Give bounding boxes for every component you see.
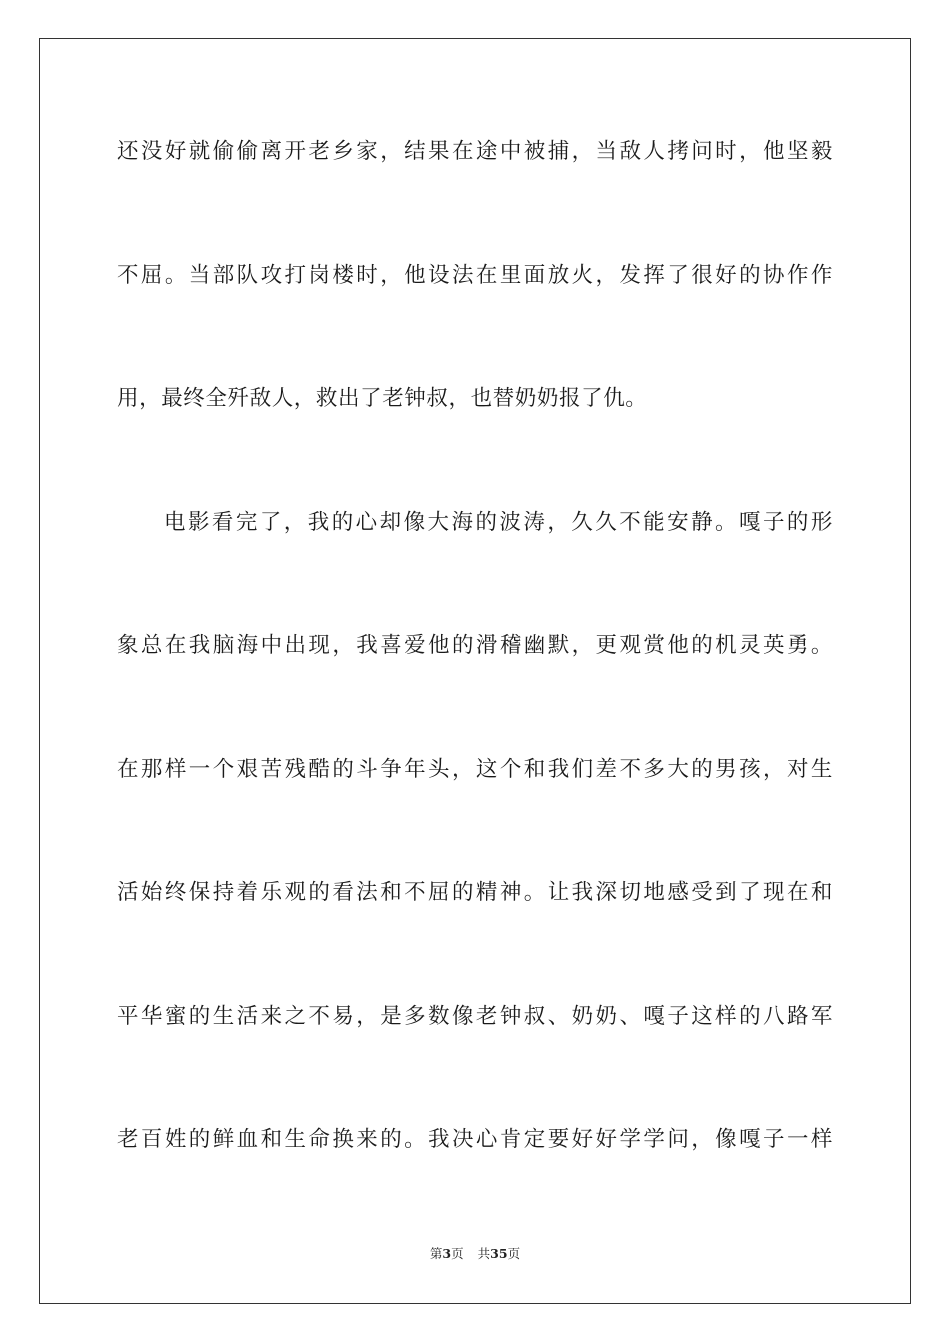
document-body — [117, 124, 833, 1236]
text-line: 活始终保持着乐观的看法和不屈的精神。让我深切地感受到了现在和 — [117, 880, 833, 905]
text-line: 不屈。当部队攻打岗楼时，他设法在里面放火，发挥了很好的协作作 — [117, 262, 833, 288]
text-line: 还没好就偷偷离开老乡家，结果在途中被捕，当敌人拷问时，他坚毅 — [117, 139, 833, 164]
page-prefix: 第 — [429, 1246, 443, 1261]
total-suffix: 页 — [507, 1246, 521, 1261]
current-page-number: 3 — [442, 1246, 452, 1261]
page-footer — [0, 1246, 950, 1262]
text-line: 老百姓的鲜血和生命换来的。我决心肯定要好好学学问，像嘎子一样 — [117, 1127, 833, 1152]
total-pages-number: 35 — [490, 1246, 508, 1261]
text-line: 用，最终全歼敌人，救出了老钟叔，也替奶奶报了仇。 — [117, 386, 648, 411]
text-line: 平华蜜的生活来之不易，是多数像老钟叔、奶奶、嘎子这样的八路军 — [117, 1003, 833, 1029]
total-prefix: 共 — [477, 1246, 491, 1261]
page-suffix: 页 — [451, 1246, 464, 1261]
text-line: 象总在我脑海中出现，我喜爱他的滑稽幽默，更观赏他的机灵英勇。 — [117, 633, 833, 658]
text-line: 在那样一个艰苦残酷的斗争年头，这个和我们差不多大的男孩，对生 — [117, 756, 833, 782]
paragraph-first-line: 电影看完了，我的心却像大海的波涛，久久不能安静。嘎子的形 — [164, 509, 833, 535]
